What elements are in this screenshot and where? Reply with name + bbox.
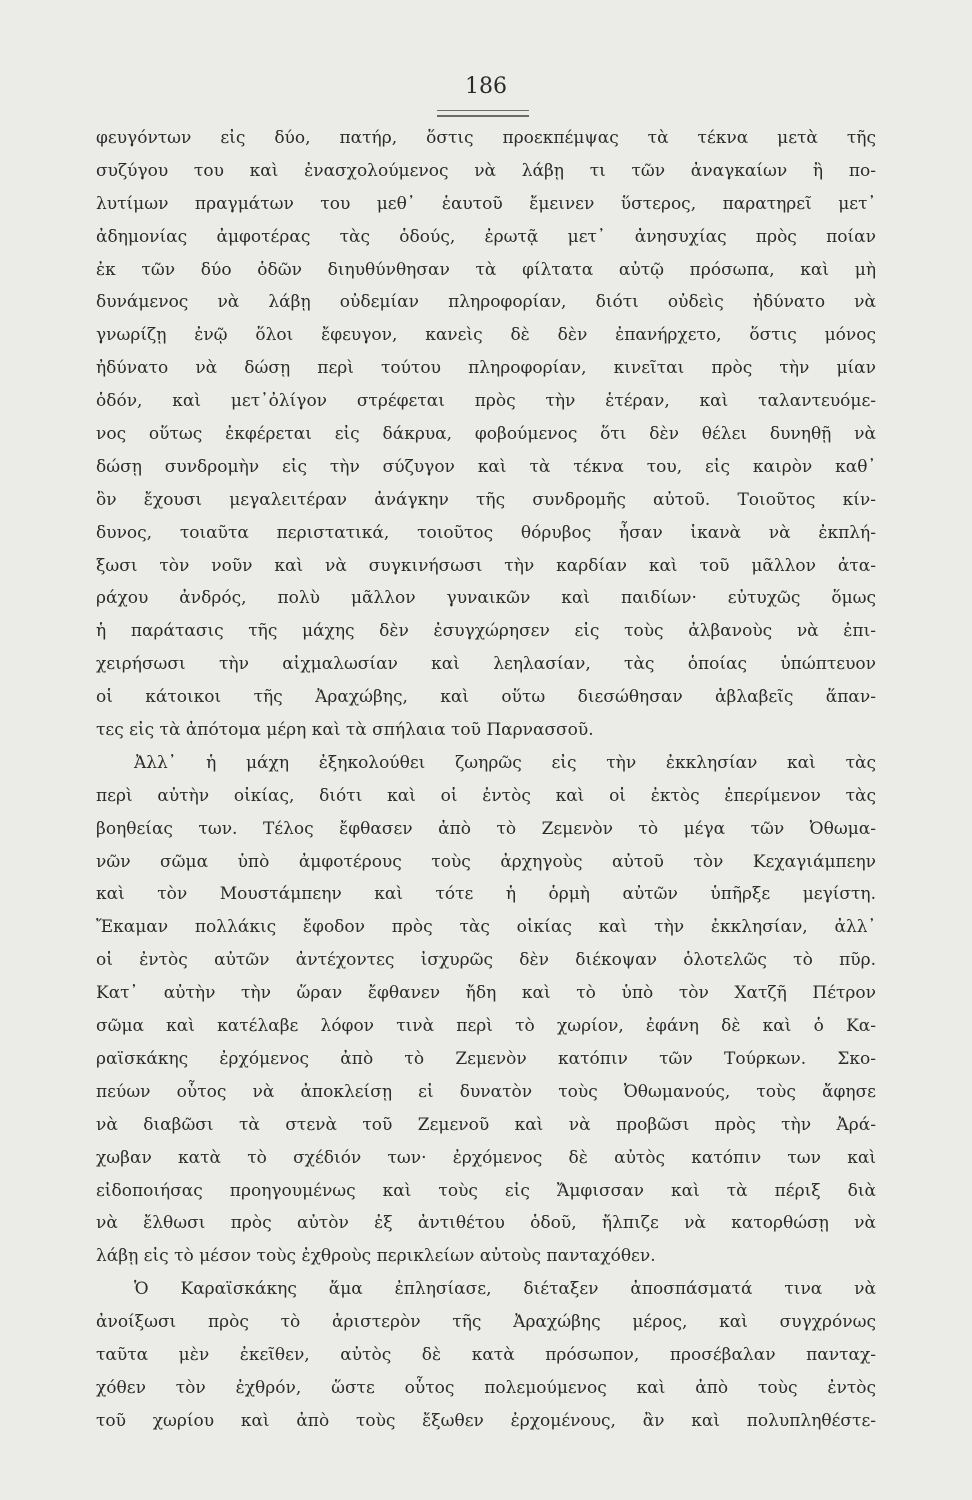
text-line: ἐκ τῶν δύο ὁδῶν διηυθύνθησαν τὰ φίλτατα αὐτῷ πρόσωπα, καὶ μὴ (96, 259, 876, 280)
text-line: πεύων οὗτος νὰ ἀποκλείσῃ εἰ δυνατὸν τοὺς Ὀθωμανούς, τοὺς ἄφησε (96, 1081, 876, 1102)
text-line: ξωσι τὸν νοῦν καὶ νὰ συγκινήσωσι τὴν καρδίαν καὶ τοῦ μᾶλλον ἀτα- (96, 555, 876, 576)
text-line: σῶμα καὶ κατέλαβε λόφον τινὰ περὶ τὸ χωρίον, ἐφάνη δὲ καὶ ὁ Κα- (96, 1016, 876, 1037)
text-line: ἡ παράτασις τῆς μάχης δὲν ἐσυγχώρησεν εἰς τοὺς ἀλβανοὺς νὰ ἐπι- (96, 621, 876, 642)
text-line: χόθεν τὸν ἐχθρόν, ὥστε οὗτος πολεμούμενος καὶ ἀπὸ τοὺς ἐντὸς (96, 1377, 876, 1398)
text-line: ὁδόν, καὶ μετ᾿ὀλίγον στρέφεται πρὸς τὴν ἑτέραν, καὶ ταλαντευόμε- (96, 391, 876, 412)
text-line: ἀνοίξωσι πρὸς τὸ ἀριστερὸν τῆς Ἀραχώβης μέρος, καὶ συγχρόνως (96, 1312, 876, 1333)
text-line: ὃν ἔχουσι μεγαλειτέραν ἀνάγκην τῆς συνδρομῆς αὐτοῦ. Τοιοῦτος κίν- (96, 489, 876, 510)
text-line: τες εἰς τὰ ἀπότομα μέρη καὶ τὰ σπήλαια τοῦ Παρνασσοῦ. (96, 720, 594, 741)
text-line: λυτίμων πραγμάτων του μεθ᾿ ἑαυτοῦ ἔμεινεν ὕστερος, παρατηρεῖ μετ᾿ (96, 193, 876, 214)
body-text (96, 122, 876, 1438)
text-line: ραϊσκάκης ἐρχόμενος ἀπὸ τὸ Ζεμενὸν κατόπιν τῶν Τούρκων. Σκο- (96, 1048, 876, 1069)
paragraph-3 (96, 1273, 876, 1437)
text-line: ἀδημονίας ἀμφοτέρας τὰς ὁδούς, ἐρωτᾷ μετ᾿ ἀνησυχίας πρὸς ποίαν (96, 226, 876, 247)
text-line: νος οὕτως ἐκφέρεται εἰς δάκρυα, φοβούμενος ὅτι δὲν θέλει δυνηθῇ νὰ (96, 424, 876, 445)
text-line: τοῦ χωρίου καὶ ἀπὸ τοὺς ἔξωθεν ἐρχομένους, ἂν καὶ πολυπληθέστε- (96, 1410, 876, 1431)
text-line: οἱ ἐντὸς αὐτῶν ἀντέχοντες ἰσχυρῶς δὲν διέκοψαν ὁλοτελῶς τὸ πῦρ. (96, 950, 876, 971)
text-line: ράχου ἀνδρός, πολὺ μᾶλλον γυναικῶν καὶ παιδίων· εὐτυχῶς ὅμως (96, 588, 876, 609)
text-line: περὶ αὐτὴν οἰκίας, διότι καὶ οἱ ἐντὸς καὶ οἱ ἐκτὸς ἐπερίμενον τὰς (96, 785, 876, 806)
text-line: Κατ᾿ αὐτὴν τὴν ὥραν ἔφθανεν ἤδη καὶ τὸ ὑπὸ τὸν Χατζῆ Πέτρον (96, 983, 876, 1004)
paragraph-1 (96, 122, 876, 747)
text-line: χειρήσωσι τὴν αἰχμαλωσίαν καὶ λεηλασίαν, τὰς ὁποίας ὑπώπτευον (96, 654, 876, 675)
text-line: γνωρίζῃ ἐνῷ ὅλοι ἔφευγον, κανεὶς δὲ δὲν ἐπανήρχετο, ὅστις μόνος (96, 325, 876, 346)
text-line: νὰ ἔλθωσι πρὸς αὐτὸν ἐξ ἀντιθέτου ὁδοῦ, ἤλπιζε νὰ κατορθώσῃ νὰ (96, 1213, 876, 1234)
text-line: βοηθείας των. Τέλος ἔφθασεν ἀπὸ τὸ Ζεμενὸν τὸ μέγα τῶν Ὀθωμα- (96, 818, 876, 839)
text-line: εἰδοποιήσας προηγουμένως καὶ τοὺς εἰς Ἄμφισσαν καὶ τὰ πέριξ διὰ (96, 1180, 876, 1201)
text-line: οἱ κάτοικοι τῆς Ἀραχώβης, καὶ οὕτω διεσώθησαν ἀβλαβεῖς ἅπαν- (96, 687, 876, 708)
text-line: φευγόντων εἰς δύο, πατήρ, ὅστις προεκπέμψας τὰ τέκνα μετὰ τῆς (96, 128, 876, 148)
page-number: 186 (465, 74, 507, 99)
text-line: συζύγου του καὶ ἐνασχολούμενος νὰ λάβῃ τι τῶν ἀναγκαίων ἢ πο- (96, 160, 876, 181)
text-line: ταῦτα μὲν ἐκεῖθεν, αὐτὸς δὲ κατὰ πρόσωπον, προσέβαλαν πανταχ- (96, 1344, 876, 1365)
text-line: δυνάμενος νὰ λάβῃ οὐδεμίαν πληροφορίαν, διότι οὐδεὶς ἠδύνατο νὰ (96, 292, 876, 313)
text-line: Ἀλλ᾿ ἡ μάχη ἐξηκολούθει ζωηρῶς εἰς τὴν ἐκκλησίαν καὶ τὰς (134, 752, 876, 773)
text-line: Ἔκαμαν πολλάκις ἔφοδον πρὸς τὰς οἰκίας καὶ τὴν ἐκκλησίαν, ἀλλ᾿ (96, 917, 876, 938)
text-line: ἠδύνατο νὰ δώσῃ περὶ τούτου πληροφορίαν, κινεῖται πρὸς τὴν μίαν (96, 358, 876, 379)
text-line: νῶν σῶμα ὑπὸ ἀμφοτέρους τοὺς ἀρχηγοὺς αὐτοῦ τὸν Κεχαγιάμπεην (96, 851, 876, 872)
paragraph-2 (96, 747, 876, 1273)
text-line: καὶ τὸν Μουστάμπεην καὶ τότε ἡ ὁρμὴ αὐτῶν ὑπῆρξε μεγίστη. (96, 884, 876, 905)
text-line: λάβῃ εἰς τὸ μέσον τοὺς ἐχθροὺς περικλείων αὐτοὺς πανταχόθεν. (96, 1246, 656, 1267)
text-line: Ὁ Καραϊσκάκης ἅμα ἐπλησίασε, διέταξεν ἀποσπάσματά τινα νὰ (134, 1279, 876, 1300)
text-line: δώσῃ συνδρομὴν εἰς τὴν σύζυγον καὶ τὰ τέκνα του, εἰς καιρὸν καθ᾿ (96, 456, 876, 477)
text-line: νὰ διαβῶσι τὰ στενὰ τοῦ Ζεμενοῦ καὶ νὰ προβῶσι πρὸς τὴν Ἀρά- (96, 1114, 876, 1135)
header-rule (437, 110, 529, 117)
text-line: χωβαν κατὰ τὸ σχέδιόν των· ἐρχόμενος δὲ αὐτὸς κατόπιν των καὶ (96, 1147, 876, 1168)
text-line: δυνος, τοιαῦτα περιστατικά, τοιοῦτος θόρυβος ἦσαν ἱκανὰ νὰ ἐκπλή- (96, 522, 876, 543)
